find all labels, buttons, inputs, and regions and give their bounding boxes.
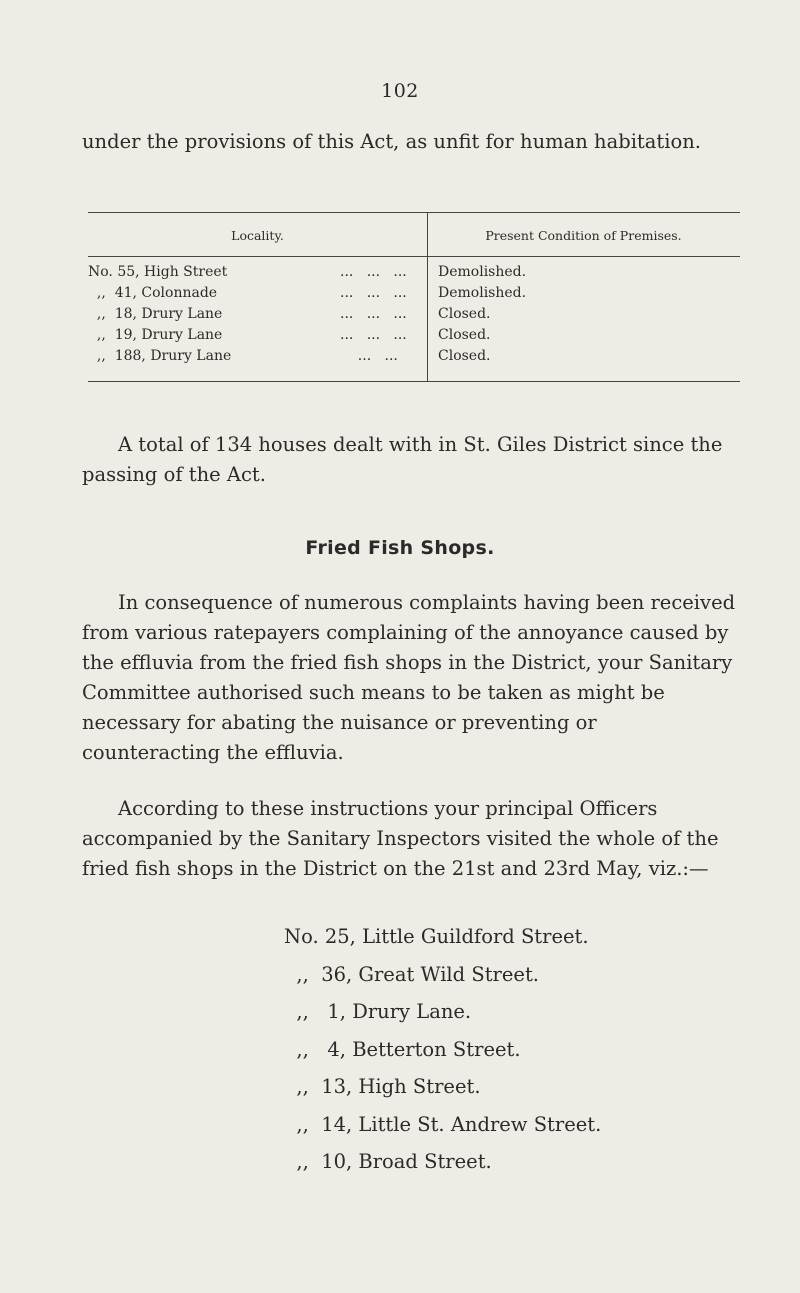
row-condition: Closed. [438, 348, 491, 364]
header-rule-right [427, 256, 740, 257]
row-condition: Demolished. [438, 264, 527, 280]
list-item: ,, 10, Broad Street. [284, 1150, 492, 1173]
intro-paragraph: under the provisions of this Act, as unfit for human habitation. [82, 130, 701, 153]
total-paragraph: A total of 134 houses dealt with in St. Giles District since the passing of the Act. [82, 433, 723, 486]
list-item: ,, 36, Great Wild Street. [284, 962, 539, 986]
list-item: ,, 13, High Street. [284, 1075, 481, 1098]
table-row [88, 347, 740, 366]
row-dots: ... ... ... [340, 285, 407, 301]
row-dots: ... ... ... [340, 327, 407, 343]
table-row [88, 326, 740, 345]
row-condition: Demolished. [438, 285, 527, 301]
row-locality: ,, 19, Drury Lane [88, 327, 223, 343]
row-locality: No. 55, High Street [88, 264, 228, 280]
row-condition: Closed. [438, 327, 491, 343]
list-item: ,, 14, Little St. Andrew Street. [284, 1112, 602, 1136]
shop-list [284, 918, 601, 1181]
section-heading: Fried Fish Shops. [305, 537, 495, 559]
row-locality: ,, 188, Drury Lane [88, 348, 232, 364]
row-dots: ... ... ... [340, 306, 407, 322]
list-item: ,, 4, Betterton Street. [284, 1037, 521, 1061]
premises-table [88, 212, 740, 364]
row-dots: ... ... [340, 348, 398, 364]
list-item: ,, 1, Drury Lane. [284, 1000, 472, 1023]
complaints-paragraph: In consequence of numerous complaints having been received from various ratepayers complaining of the annoyance caused by the effluvia from the fried fish shops in the District, your Sanitary Committee authorised such means to be taken as might be necessary for abating the nuisance or preventing or counteracting the effluvia. [82, 591, 736, 764]
table-row [88, 263, 740, 282]
header-rule-left [88, 256, 427, 257]
header-condition: Present Condition of Premises. [485, 228, 682, 243]
page-number: 102 [381, 80, 419, 102]
row-locality: ,, 41, Colonnade [88, 285, 218, 301]
table-bottom-rule [88, 381, 740, 382]
row-dots: ... ... ... [340, 264, 407, 280]
table-top-rule [88, 212, 740, 213]
list-item: No. 25, Little Guildford Street. [284, 925, 589, 948]
table-row [88, 305, 740, 324]
row-locality: ,, 18, Drury Lane [88, 306, 223, 322]
visits-paragraph: According to these instructions your principal Officers accompanied by the Sanitary Inspectors visited the whole of the fried fish shops in the District on the 21st and 23rd May, viz.:— [82, 797, 719, 880]
table-row [88, 284, 740, 303]
header-locality: Locality. [231, 228, 284, 243]
row-condition: Closed. [438, 306, 491, 322]
